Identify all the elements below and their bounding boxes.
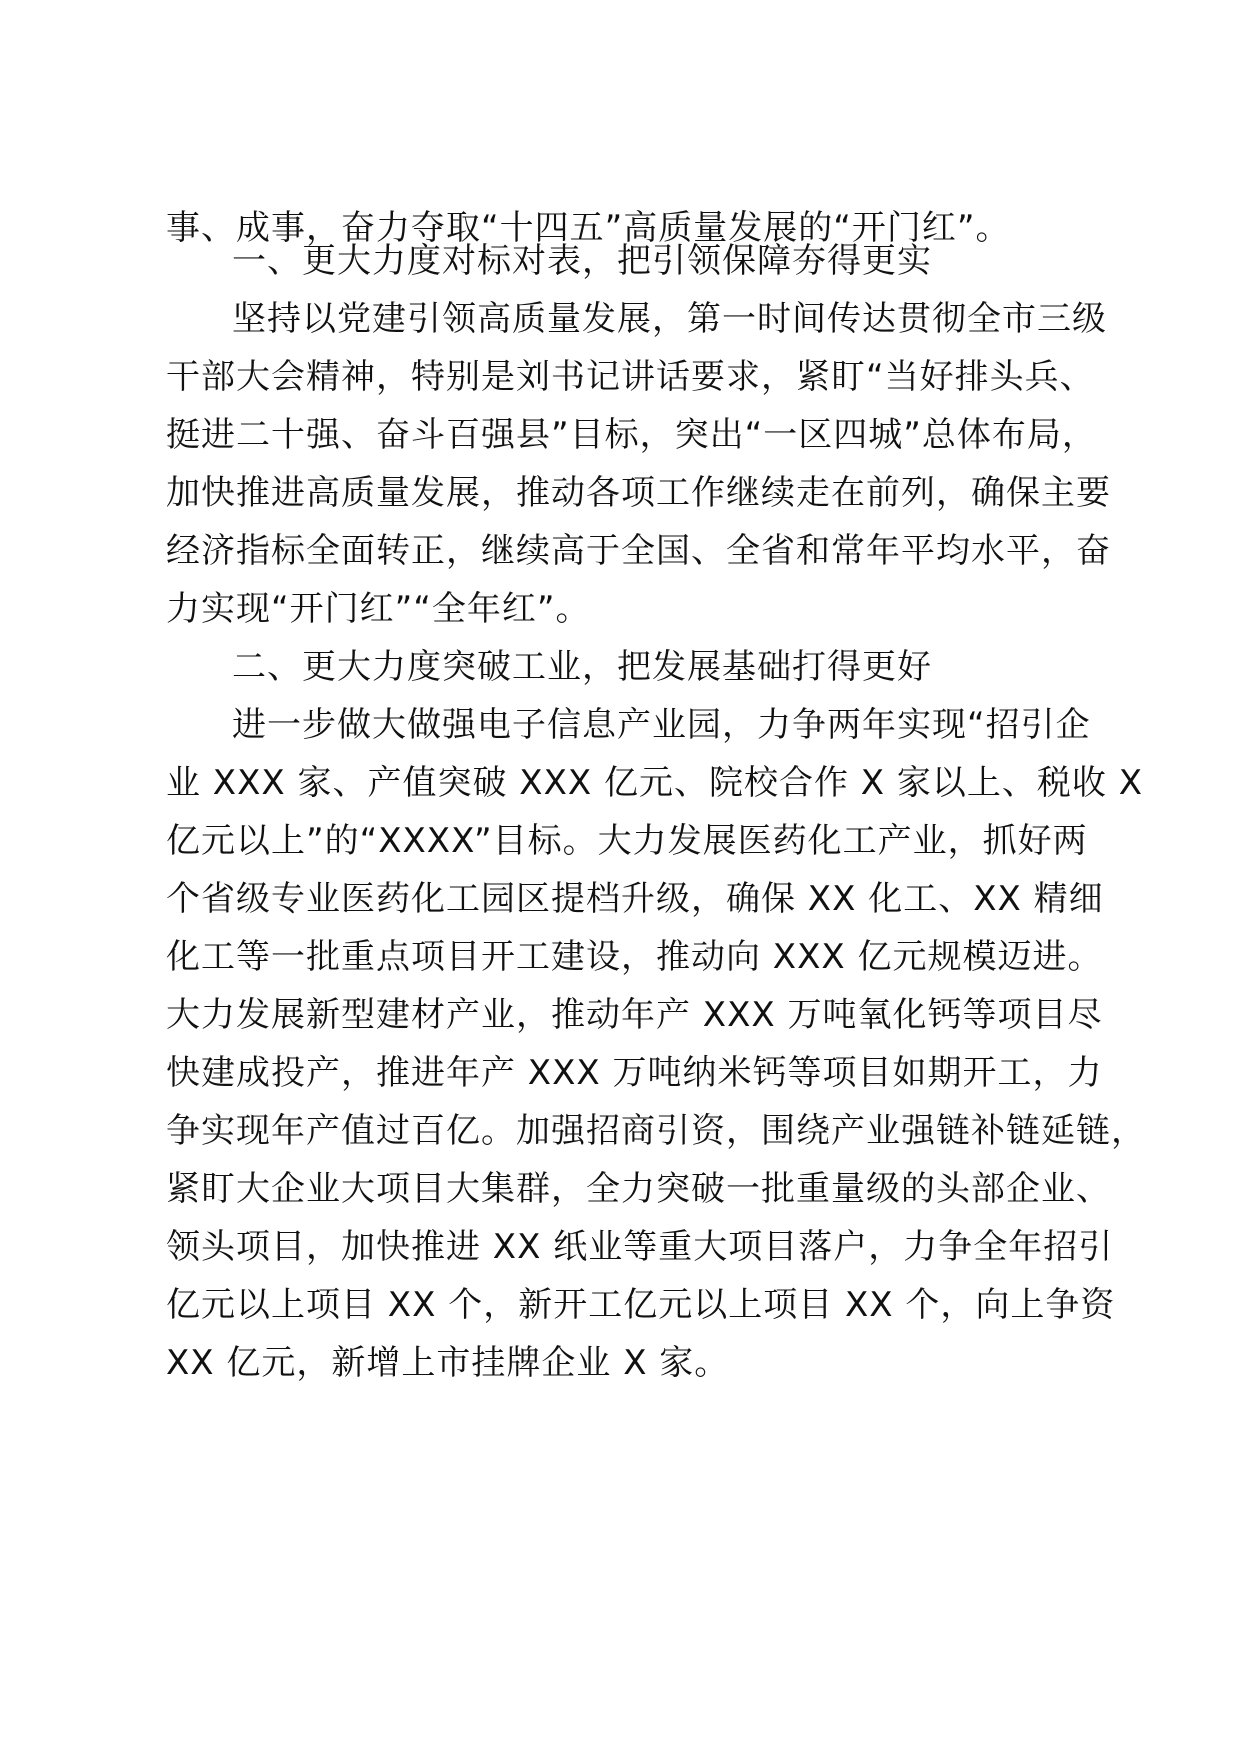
section-heading-2: 二、更大力度突破工业，把发展基础打得更好 (232, 647, 932, 687)
text-line: 加快推进高质量发展，推动各项工作继续走在前列，确保主要 (166, 473, 1111, 513)
text-line: 坚持以党建引领高质量发展，第一时间传达贯彻全市三级 (232, 299, 1107, 339)
text-line: 大力发展新型建材产业，推动年产 XXX 万吨氧化钙等项目尽 (166, 995, 1103, 1035)
text-line: 争实现年产值过百亿。加强招商引资，围绕产业强链补链延链， (166, 1111, 1146, 1151)
text-line: 个省级专业医药化工园区提档升级，确保 XX 化工、XX 精细 (166, 879, 1104, 919)
text-line: 力实现“开门红”“全年红”。 (166, 589, 591, 629)
text-line: 紧盯大企业大项目大集群，全力突破一批重量级的头部企业、 (166, 1169, 1111, 1209)
text-line: 事、成事，奋力夺取“十四五”高质量发展的“开门红”。 (166, 208, 1011, 248)
text-line: 进一步做大做强电子信息产业园，力争两年实现“招引企 (232, 705, 1091, 745)
text-line: 业 XXX 家、产值突破 XXX 亿元、院校合作 X 家以上、税收 X (166, 763, 1143, 803)
text-line: 化工等一批重点项目开工建设，推动向 XXX 亿元规模迈进。 (166, 937, 1103, 977)
section-heading-1: 一、更大力度对标对表，把引领保障夯得更实 (232, 241, 932, 281)
text-line: 领头项目，加快推进 XX 纸业等重大项目落户，力争全年招引 (166, 1227, 1114, 1267)
text-line: 亿元以上”的“XXXX”目标。大力发展医药化工产业，抓好两 (166, 821, 1088, 861)
text-line: 快建成投产，推进年产 XXX 万吨纳米钙等项目如期开工，力 (166, 1053, 1103, 1093)
text-line: XX 亿元，新增上市挂牌企业 X 家。 (166, 1343, 730, 1383)
text-line: 干部大会精神，特别是刘书记讲话要求，紧盯“当好排头兵、 (166, 357, 1095, 397)
text-line: 亿元以上项目 XX 个，新开工亿元以上项目 XX 个，向上争资 (166, 1285, 1116, 1325)
text-line: 挺进二十强、奋斗百强县”目标，突出“一区四城”总体布局， (166, 415, 1097, 455)
text-line: 经济指标全面转正，继续高于全国、全省和常年平均水平，奋 (166, 531, 1111, 571)
